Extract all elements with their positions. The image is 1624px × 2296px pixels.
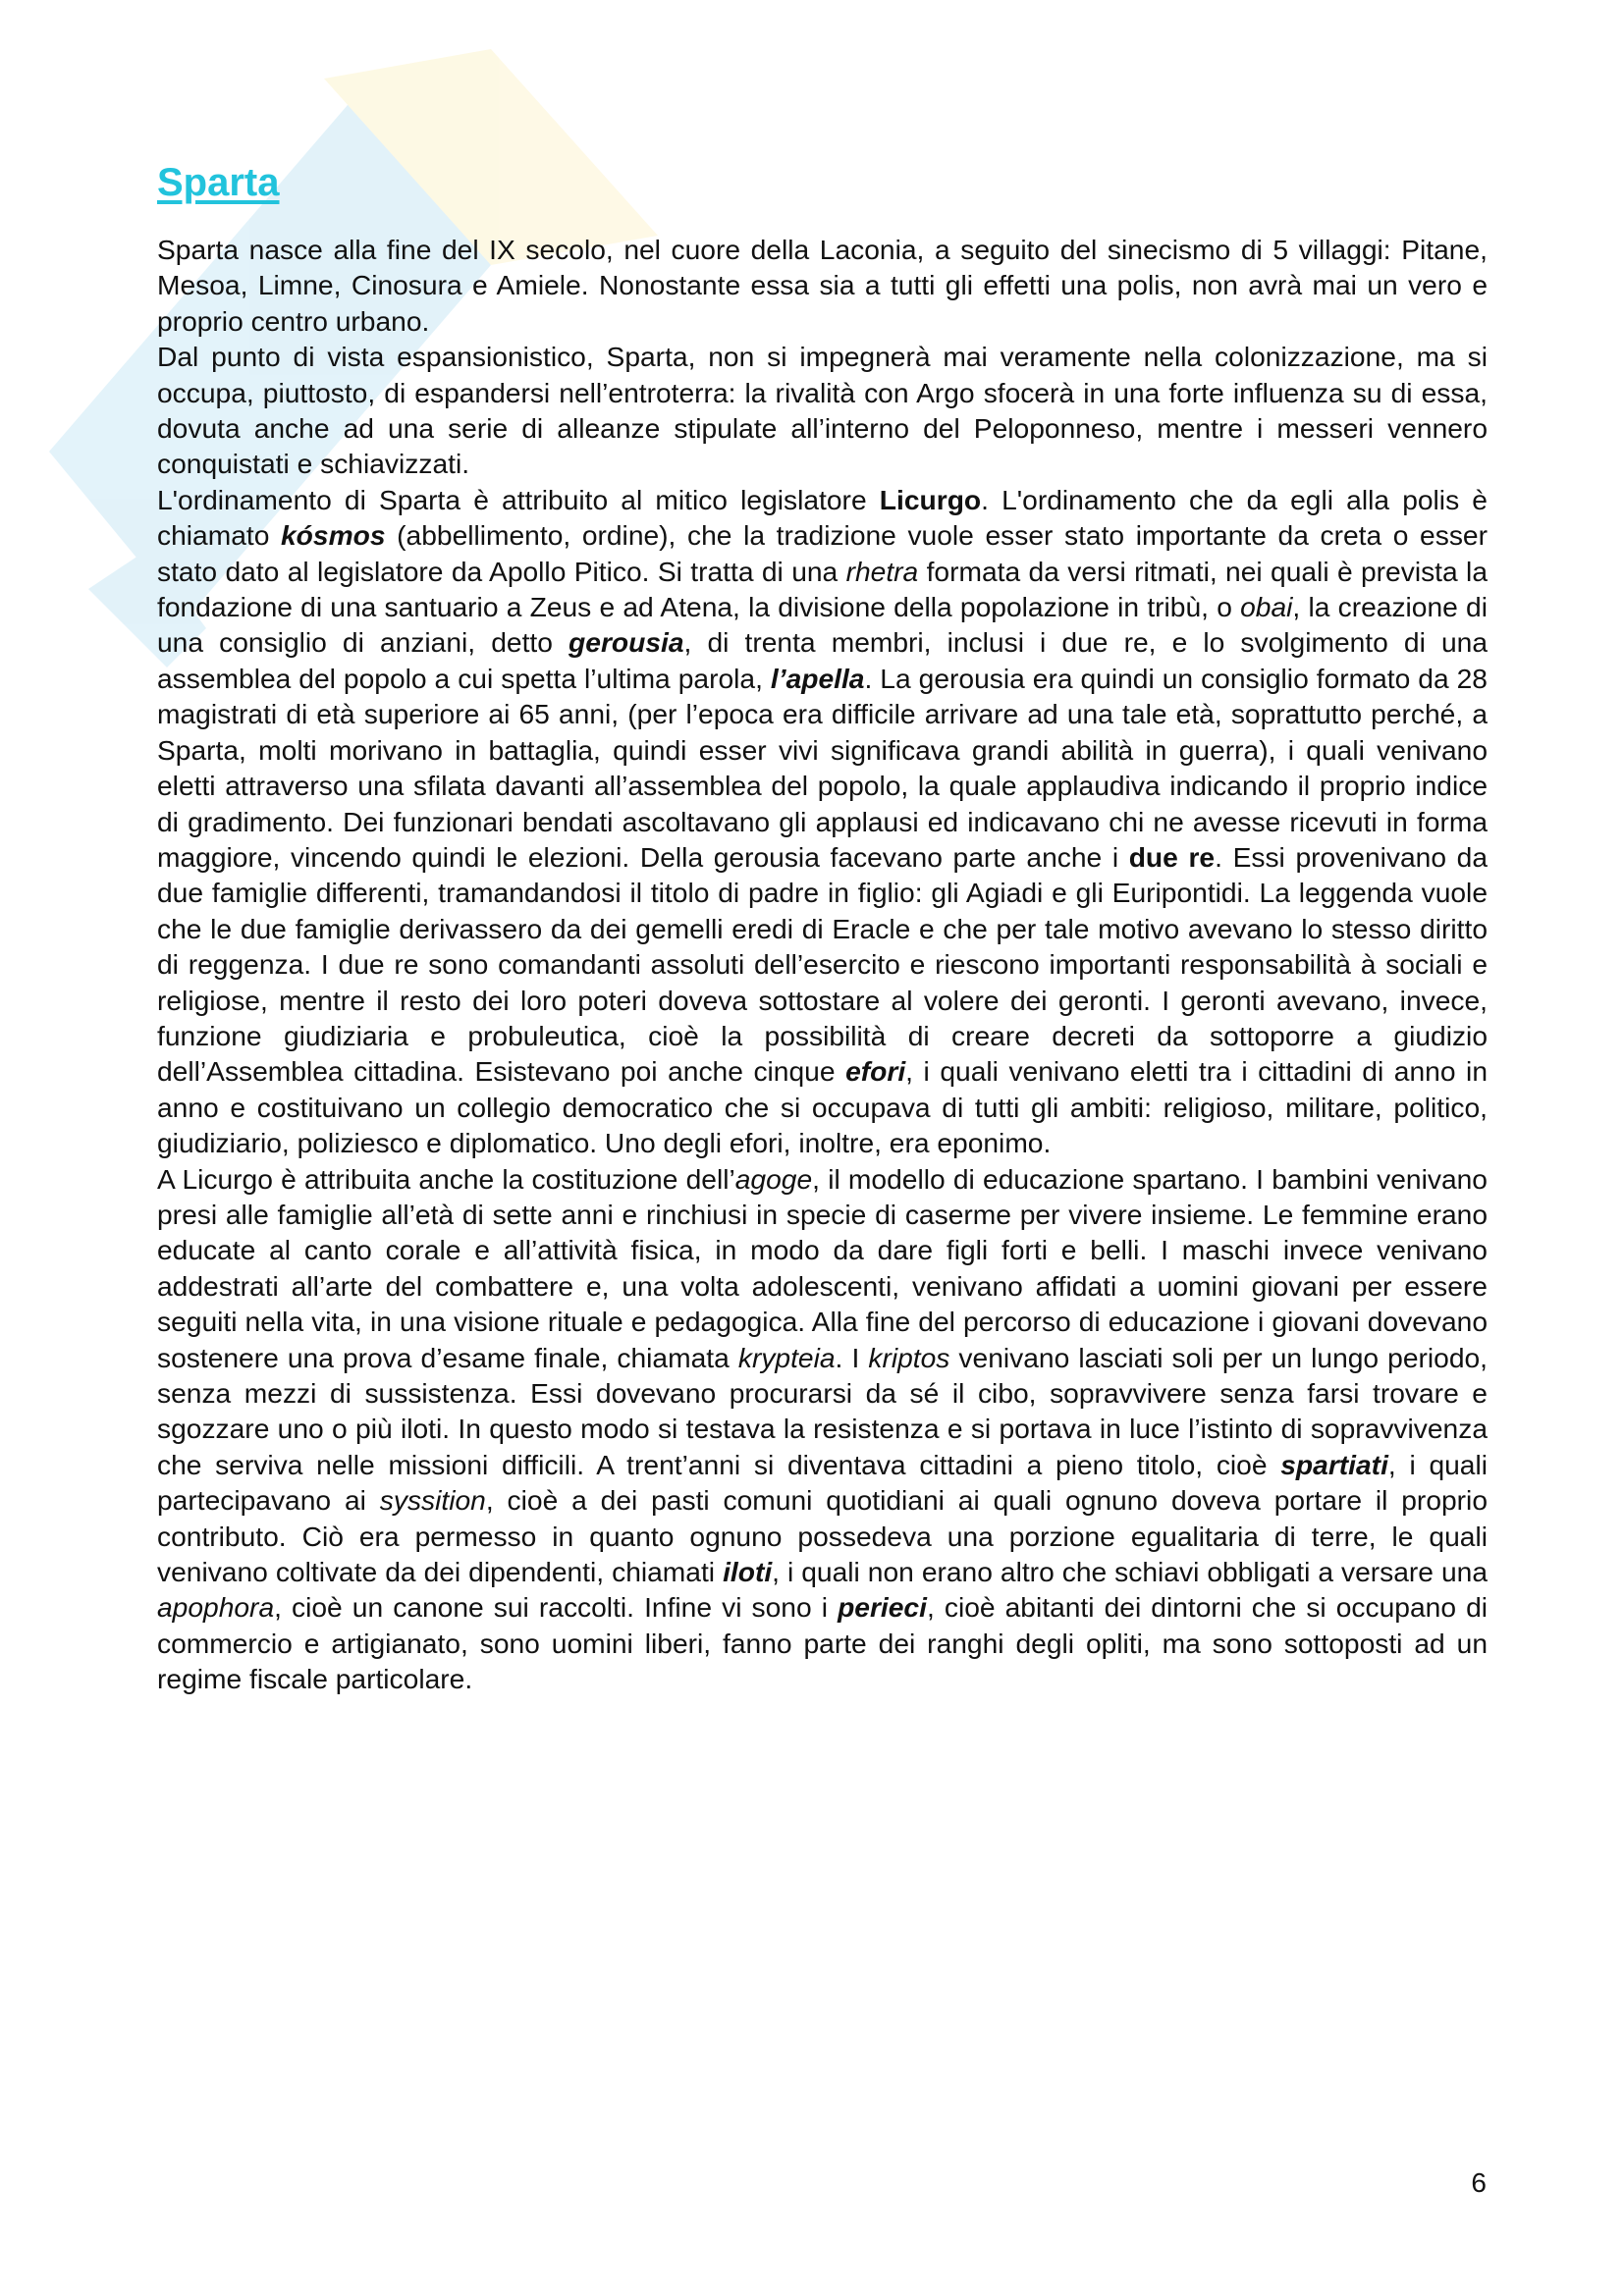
text-run: , la creazione di una consiglio di anziani, detto bbox=[157, 591, 1488, 659]
text-run: , i quali non erano altro che schiavi obbligati a versare una bbox=[772, 1556, 1489, 1588]
bold-italic-term: kósmos bbox=[281, 519, 386, 552]
text-run: . Essi provenivano da due famiglie differenti, tramandandosi il titolo di padre in figlio: gli Agiadi e gli Euripontidi. La leggenda vuole che le due famiglie derivassero da dei gemelli eredi di Eracle e che per tale motivo avevano lo stesso diritto di reggenza. I due re sono comandanti assoluti dell’esercito e riescono importanti responsabilità à sociali e religiose, mentre il resto dei loro poteri doveva sottostare al volere dei geronti. I geronti avevano, invece, funzione giudiziaria e probuleutica, cioè la possibilità di creare decreti da sottoporre a giudizio dell’Assemblea cittadina. Esistevano poi anche cinque bbox=[157, 840, 1488, 1088]
italic-term: obai bbox=[1240, 591, 1293, 623]
paragraph bbox=[157, 1161, 1488, 1697]
text-run: , di trenta membri, inclusi i due re, e lo svolgimento di una assemblea del popolo a cui spetta l’ultima parola, bbox=[157, 626, 1488, 694]
italic-term: syssition bbox=[379, 1484, 486, 1517]
paragraph bbox=[157, 482, 1488, 1161]
text-run: . I bbox=[835, 1341, 869, 1373]
page-number: 6 bbox=[1471, 2167, 1487, 2198]
italic-term: agoge bbox=[734, 1162, 813, 1195]
text-body bbox=[157, 232, 1488, 1697]
text-run: A Licurgo è attribuita anche la costituzione dell’ bbox=[157, 1162, 735, 1195]
paragraph bbox=[157, 232, 1488, 339]
bold-italic-term: gerousia bbox=[568, 626, 684, 659]
text-run: . L'ordinamento che da egli alla polis è chiamato bbox=[157, 483, 1488, 552]
text-run: , i quali partecipavano ai bbox=[157, 1448, 1489, 1517]
text-run: Dal punto di vista espansionistico, Sparta, non si impegnerà mai veramente nella colonizzazione, ma si occupa, piuttosto, di espandersi nell’entroterra: la rivalità con Argo sfocerà in una forte influenza su di essa, dovuta anche ad una serie di alleanze stipulate all’interno del Peloponneso, mentre i messeri vennero conquistati e schiavizzati. bbox=[157, 341, 1488, 480]
text-run: (abbellimento, ordine), che la tradizione vuole esser stato importante da creta o esser stato dato al legislatore da Apollo Pitico. Si tratta di una bbox=[157, 519, 1488, 587]
text-run: formata da versi ritmati, nei quali è prevista la fondazione di una santuario a Zeus e ad Atena, la divisione della popolazione in tribù, o bbox=[157, 555, 1488, 623]
bold-italic-term: perieci bbox=[838, 1591, 927, 1624]
paragraph bbox=[157, 339, 1488, 482]
section-title: Sparta bbox=[157, 161, 280, 204]
text-run: , cioè a dei pasti comuni quotidiani ai quali ognuno doveva portare il proprio contributo. Ciò era permesso in quanto ognuno possedeva una porzione egualitaria di terre, le quali venivano coltivate da dei dipendenti, chiamati bbox=[157, 1484, 1488, 1588]
italic-term: krypteia bbox=[737, 1341, 836, 1373]
italic-term: apophora bbox=[157, 1591, 275, 1624]
italic-term: kriptos bbox=[868, 1341, 950, 1373]
bold-italic-term: iloti bbox=[723, 1556, 773, 1588]
text-run: , cioè abitanti dei dintorni che si occupano di commercio e artigianato, sono uomini liberi, fanno parte dei ranghi degli opliti, ma sono sottoposti ad un regime fiscale particolare. bbox=[157, 1591, 1489, 1695]
bold-italic-term: l’apella bbox=[770, 662, 865, 694]
bold-italic-term: efori bbox=[845, 1055, 906, 1088]
bold-italic-term: spartiati bbox=[1280, 1448, 1388, 1480]
text-run: , i quali venivano eletti tra i cittadini di anno in anno e costituivano un collegio democratico che si occupava di tutti gli ambiti: religioso, militare, politico, giudiziario, poliziesco e diplomatico. Uno degli efori, inoltre, era eponimo. bbox=[157, 1055, 1488, 1159]
text-run: venivano lasciati soli per un lungo periodo, senza mezzi di sussistenza. Essi dovevano procurarsi da sé il cibo, sopravvivere senza farsi trovare e sgozzare uno o più iloti. In questo modo si testava la resistenza e si portava in luce l’istinto di sopravvivenza che serviva nelle missioni difficili. A trent’anni si diventava cittadini a pieno titolo, cioè bbox=[157, 1341, 1489, 1480]
text-run: , il modello di educazione spartano. I bambini venivano presi alle famiglie all’età di sette anni e rinchiusi in specie di caserme per vivere insieme. Le femmine erano educate al canto corale e all’attività fisica, in modo da dare figli forti e belli. I maschi invece venivano addestrati all’arte del combattere e, una volta adolescenti, venivano affidati a uomini giovani per essere seguiti nella vita, in una visione rituale e pedagogica. Alla fine del percorso di educazione i giovani dovevano sostenere una prova d’esame finale, chiamata bbox=[157, 1162, 1488, 1373]
text-run: L'ordinamento di Sparta è attribuito al mitico legislatore bbox=[157, 483, 880, 515]
bold-term: Licurgo bbox=[879, 483, 982, 515]
text-run: , cioè un canone sui raccolti. Infine vi sono i bbox=[274, 1591, 839, 1624]
text-run: Sparta nasce alla fine del IX secolo, nel cuore della Laconia, a seguito del sinecismo di 5 villaggi: Pitane, Mesoa, Limne, Cinosura e Amiele. Nonostante essa sia a tutti gli effetti una polis, non avrà mai un vero e proprio centro urbano. bbox=[157, 234, 1488, 337]
document-body bbox=[157, 147, 1488, 1697]
bold-term: due re bbox=[1128, 840, 1216, 873]
text-run: . La gerousia era quindi un consiglio formato da 28 magistrati di età superiore ai 65 anni, (per l’epoca era difficile arrivare ad una tale età, soprattutto perché, a Sparta, molti morivano in battaglia, quindi esser vivi significava grandi abilità in guerra), i quali venivano eletti attraverso una sfilata davanti all’assemblea del popolo, la quale applaudiva indicando il proprio indice di gradimento. Dei funzionari bendati ascoltavano gli applausi ed indicavano chi ne avesse ricevuti in forma maggiore, vincendo quindi le elezioni. Della gerousia facevano parte anche i bbox=[157, 662, 1488, 873]
italic-term: rhetra bbox=[845, 555, 919, 587]
